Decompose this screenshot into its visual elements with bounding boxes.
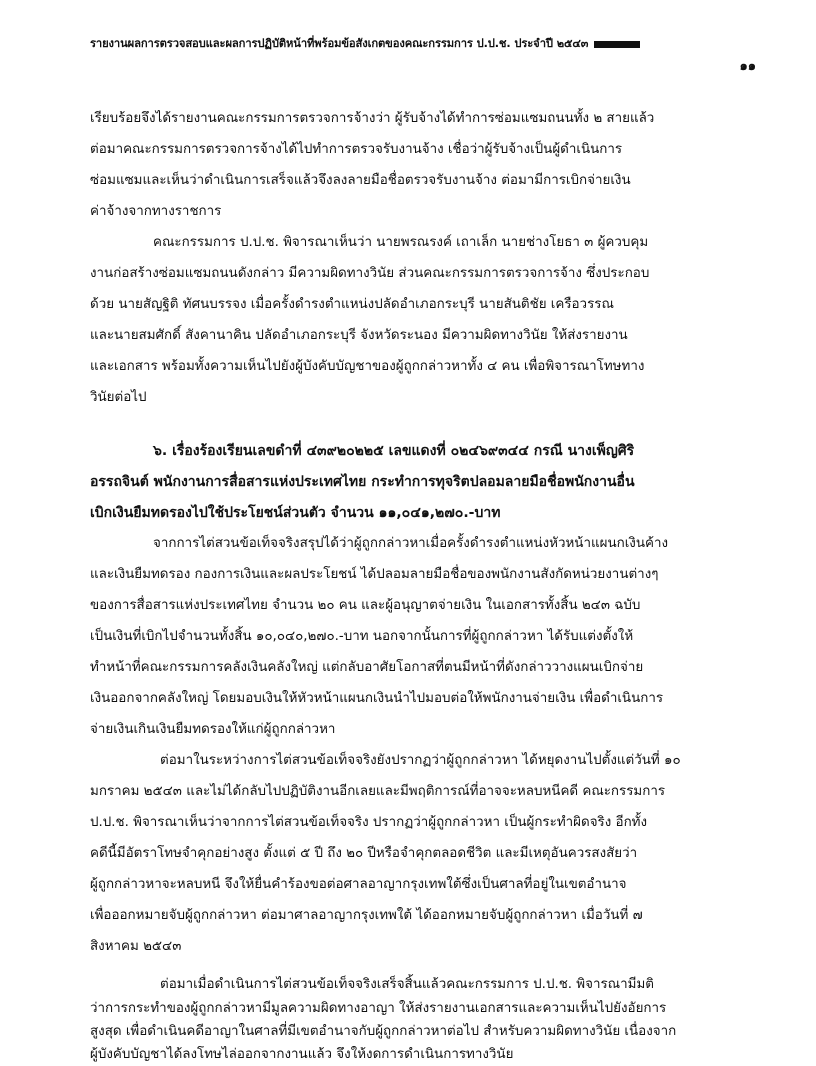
paragraph-line: สูงสุด เพื่อดำเนินคดีอาญาในศาลที่มีเขตอำนาจกับผู้ถูกกล่าวหาต่อไป สำหรับความผิดทางวินัย เนื่องจาก — [90, 1024, 677, 1039]
page-number: ๑๑ — [739, 59, 756, 74]
paragraph-line: จากการไต่สวนข้อเท็จจริงสรุปได้ว่าผู้ถูกกล่าวหาเมื่อครั้งดำรงตำแหน่งหัวหน้าแผนกเงินค้าง — [153, 536, 668, 551]
paragraph-line: ด้วย นายสัญฐิติ ทัศนบรรจง เมื่อครั้งดำรงตำแหน่งปลัดอำเภอกระบุรี นายสันติชัย เครือวรรณ — [90, 297, 614, 312]
paragraph-line: คดีนี้มีอัตราโทษจำคุกอย่างสูง ตั้งแต่ ๕ ปี ถึง ๒๐ ปีหรือจำคุกตลอดชีวิต และมีเหตุอันควรสงสัยว่า — [90, 846, 638, 861]
paragraph-line: และเงินยืมทดรอง กองการเงินและผลประโยชน์ ได้ปลอมลายมือชื่อของพนักงานสังกัดหน่วยงานต่างๆ — [90, 567, 659, 582]
paragraph-line: เรียบร้อยจึงได้รายงานคณะกรรมการตรวจการจ้างว่า ผู้รับจ้างได้ทำการซ่อมแซมถนนทั้ง ๒ สายแล้ว — [90, 111, 655, 126]
paragraph-line: มกราคม ๒๕๔๓ และไม่ได้กลับไปปฏิบัติงานอีกเลยและมีพฤติการณ์ที่อาจจะหลบหนีคดี คณะกรรมการ — [90, 784, 666, 799]
paragraph-line: จ่ายเงินเกินเงินยืมทดรองให้แก่ผู้ถูกกล่าวหา — [90, 722, 336, 737]
paragraph-line: ซ่อมแซมและเห็นว่าดำเนินการเสร็จแล้วจึงลงลายมือชื่อตรวจรับงานจ้าง ต่อมามีการเบิกจ่ายเงิน — [90, 173, 631, 188]
section-heading: ๖. เรื่องร้องเรียนเลขดำที่ ๔๓๙๒๐๒๒๕ เลขแดงที่ ๐๒๔๖๙๓๔๔ กรณี นางเพ็ญศิริ — [153, 443, 635, 459]
paragraph-line: วินัยต่อไป — [90, 390, 147, 405]
paragraph-line: งานก่อสร้างซ่อมแซมถนนดังกล่าว มีความผิดทางวินัย ส่วนคณะกรรมการตรวจการจ้าง ซึ่งประกอบ — [90, 266, 650, 281]
paragraph-line: ผู้ถูกกล่าวหาจะหลบหนี จึงให้ยื่นคำร้องขอต่อศาลอาญากรุงเทพใต้ซึ่งเป็นศาลที่อยู่ในเขตอำนาจ — [90, 877, 627, 892]
page-header — [90, 34, 762, 52]
section-heading: อรรถจินต์ พนักงานการสื่อสารแห่งประเทศไทย กระทำการทุจริตปลอมลายมือชื่อพนักงานอื่น — [90, 474, 635, 490]
paragraph-line: เพื่อออกหมายจับผู้ถูกกล่าวหา ต่อมาศาลอาญากรุงเทพใต้ ได้ออกหมายจับผู้ถูกกล่าวหา เมื่อวันที่ ๗ — [90, 908, 643, 923]
paragraph-line: และเอกสาร พร้อมทั้งความเห็นไปยังผู้บังคับบัญชาของผู้ถูกกล่าวหาทั้ง ๔ คน เพื่อพิจารณาโทษทาง — [90, 359, 645, 374]
paragraph-line: คณะกรรมการ ป.ป.ช. พิจารณาเห็นว่า นายพรณรงค์ เถาเล็ก นายช่างโยธา ๓ ผู้ควบคุม — [153, 235, 649, 250]
paragraph-line: ต่อมาในระหว่างการไต่สวนข้อเท็จจริงยังปรากฏว่าผู้ถูกกล่าวหา ได้หยุดงานไปตั้งแต่วันที่ ๑๐ — [160, 753, 681, 768]
section-heading: เบิกเงินยืมทดรองไปใช้ประโยชน์ส่วนตัว จำนวน ๑๑,๐๔๑,๒๗๐.-บาท — [90, 505, 501, 521]
paragraph-line: ต่อมาเมื่อดำเนินการไต่สวนข้อเท็จจริงเสร็จสิ้นแล้วคณะกรรมการ ป.ป.ช. พิจารณามีมติ — [160, 977, 654, 992]
paragraph-line: สิงหาคม ๒๕๔๓ — [90, 939, 182, 954]
paragraph-line: ต่อมาคณะกรรมการตรวจการจ้างได้ไปทำการตรวจรับงานจ้าง เชื่อว่าผู้รับจ้างเป็นผู้ดำเนินการ — [90, 142, 623, 157]
paragraph-line: ป.ป.ช. พิจารณาเห็นว่าจากการไต่สวนข้อเท็จจริง ปรากฏว่าผู้ถูกกล่าวหา เป็นผู้กระทำผิดจริง อีกทั้ง — [90, 815, 648, 830]
paragraph-line: ว่าการกระทำของผู้ถูกกล่าวหามีมูลความผิดทางอาญา ให้ส่งรายงานเอกสารและความเห็นไปยังอัยการ — [90, 1001, 667, 1016]
header-title: รายงานผลการตรวจสอบและผลการปฏิบัติหน้าที่พร้อมข้อสังเกตของคณะกรรมการ ป.ป.ช. ประจำปี ๒๕๔๓ — [90, 37, 589, 50]
header-redaction-bar — [594, 41, 640, 48]
paragraph-line: และนายสมศักดิ์ สังคานาคิน ปลัดอำเภอกระบุรี จังหวัดระนอง มีความผิดทางวินัย ให้ส่งรายงาน — [90, 328, 628, 343]
paragraph-line: ทำหน้าที่คณะกรรมการคลังเงินคลังใหญ่ แต่กลับอาศัยโอกาสที่ตนมีหน้าที่ดังกล่าววางแผนเบิกจ่าย — [90, 660, 644, 675]
paragraph-line: ของการสื่อสารแห่งประเทศไทย จำนวน ๒๐ คน และผู้อนุญาตจ่ายเงิน ในเอกสารทั้งสิ้น ๒๔๓ ฉบับ — [90, 598, 641, 613]
paragraph-line: ผู้บังคับบัญชาได้ลงโทษไล่ออกจากงานแล้ว จึงให้งดการดำเนินการทางวินัย — [90, 1047, 514, 1062]
paragraph-line: ค่าจ้างจากทางราชการ — [90, 204, 222, 219]
paragraph-line: เงินออกจากคลังใหญ่ โดยมอบเงินให้หัวหน้าแผนกเงินนำไปมอบต่อให้พนักงานจ่ายเงิน เพื่อดำเนินการ — [90, 691, 664, 706]
paragraph-line: เป็นเงินที่เบิกไปจำนวนทั้งสิ้น ๑๐,๐๔๐,๒๗๐.-บาท นอกจากนั้นการที่ผู้ถูกกล่าวหา ได้รับแต่งตั้งให้ — [90, 629, 634, 644]
